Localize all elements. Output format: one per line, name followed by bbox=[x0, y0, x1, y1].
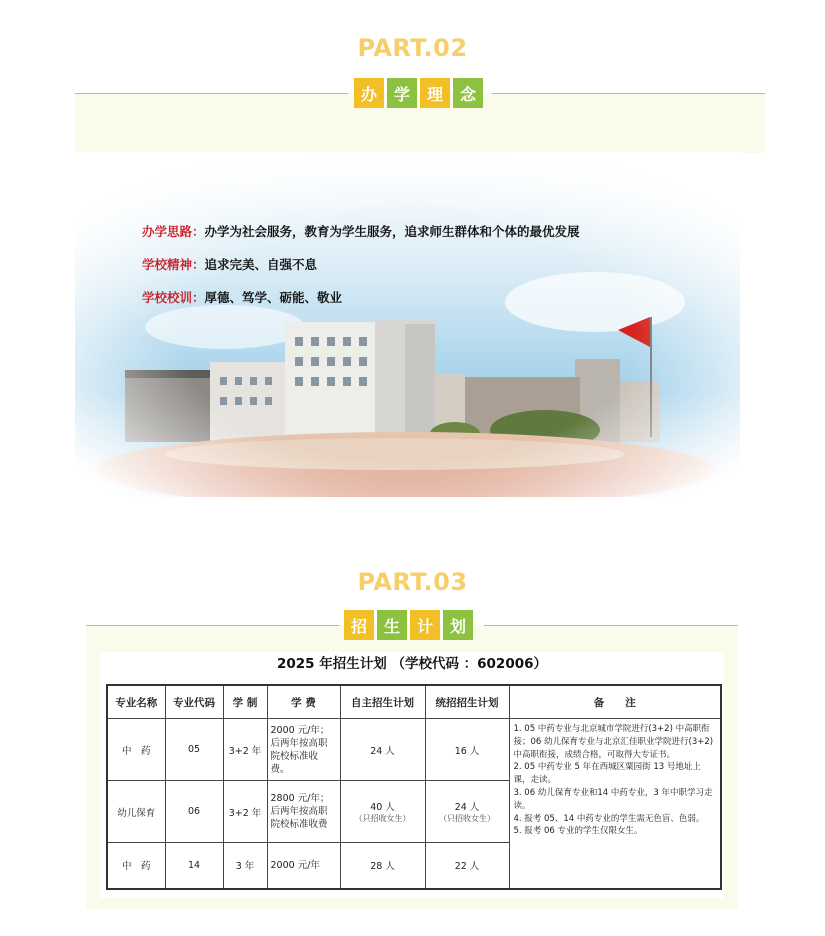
column-header: 专业名称 bbox=[107, 685, 165, 719]
note-item: 1. 05 中药专业与北京城市学院进行(3+2) 中高职衔接；06 幼儿保育专业与北京汇佳职业学院进行(3+2) 中高职衔接，成绩合格，可取得大专证书。 bbox=[513, 724, 714, 760]
plan-note: （只招收女生） bbox=[354, 814, 411, 823]
major-code: 14 bbox=[165, 843, 223, 889]
part2-rule-right bbox=[492, 93, 765, 94]
part2-title: PART.02 bbox=[357, 34, 468, 62]
part3-title: PART.03 bbox=[357, 568, 468, 596]
part2-rule-left bbox=[75, 93, 348, 94]
motto-school-motto bbox=[142, 288, 342, 306]
major-code: 05 bbox=[165, 719, 223, 781]
plan-count: 24 人 bbox=[454, 802, 480, 813]
plan-count: 40 人 bbox=[370, 802, 395, 813]
note-item: 3. 06 幼儿保育专业和14 中药专业，3 年中职学习走读。 bbox=[513, 787, 713, 811]
column-header: 专业代码 bbox=[165, 685, 223, 719]
major-name: 中 药 bbox=[107, 843, 165, 889]
enrollment-table bbox=[106, 684, 722, 890]
self-enrollment-plan: 28 人 bbox=[340, 843, 425, 889]
heading-tag: 念 bbox=[453, 78, 483, 108]
note-item: 4. 报考 05、14 中药专业的学生需无色盲、色弱。 bbox=[513, 813, 705, 824]
part3-rule-right bbox=[484, 625, 738, 626]
heading-tag: 学 bbox=[387, 78, 417, 108]
motto-text: 办学为社会服务，教育为学生服务，追求师生群体和个体的最优发展 bbox=[204, 224, 580, 239]
heading-tag: 划 bbox=[443, 610, 473, 640]
motto-label: 办学思路： bbox=[142, 224, 205, 239]
note-item: 2. 05 中药专业 5 年在西城区粟园街 13 号地址上课，走读。 bbox=[513, 762, 701, 786]
column-header: 学 制 bbox=[223, 685, 267, 719]
study-years: 3 年 bbox=[223, 843, 267, 889]
major-code: 06 bbox=[165, 781, 223, 843]
note-item: 5. 报考 06 专业的学生仅限女生。 bbox=[513, 826, 643, 837]
motto-spirit bbox=[142, 255, 317, 273]
motto-text: 追求完美、自强不息 bbox=[204, 257, 318, 272]
part3-heading-tags bbox=[344, 610, 473, 640]
tuition: 2800 元/年；后两年按高职院校标准收费 bbox=[267, 781, 340, 843]
column-header: 统招招生计划 bbox=[425, 685, 509, 719]
motto-idea bbox=[142, 222, 580, 240]
heading-tag: 生 bbox=[377, 610, 407, 640]
motto-text: 厚德、笃学、砺能、敬业 bbox=[204, 290, 343, 305]
study-years: 3+2 年 bbox=[223, 781, 267, 843]
part3-rule-left bbox=[86, 625, 339, 626]
tuition: 2000 元/年；后两年按高职院校标准收费。 bbox=[267, 719, 340, 781]
column-header: 备 注 bbox=[509, 685, 721, 719]
unified-enrollment-plan bbox=[425, 781, 509, 843]
study-years: 3+2 年 bbox=[223, 719, 267, 781]
enrollment-table-title: 2025 年招生计划 （学校代码 ：602006） bbox=[276, 656, 548, 672]
column-header: 学 费 bbox=[267, 685, 340, 719]
major-name: 中 药 bbox=[107, 719, 165, 781]
heading-tag: 计 bbox=[410, 610, 440, 640]
table-header-row bbox=[107, 685, 721, 719]
table-row bbox=[107, 719, 721, 781]
motto-label: 学校校训： bbox=[142, 290, 205, 305]
column-header: 自主招生计划 bbox=[340, 685, 425, 719]
heading-tag: 办 bbox=[354, 78, 384, 108]
heading-tag: 理 bbox=[420, 78, 450, 108]
unified-enrollment-plan: 22 人 bbox=[425, 843, 509, 889]
tuition: 2000 元/年 bbox=[267, 843, 340, 889]
major-name: 幼儿保育 bbox=[107, 781, 165, 843]
campus-photo bbox=[75, 152, 740, 497]
motto-label: 学校精神： bbox=[142, 257, 205, 272]
unified-enrollment-plan: 16 人 bbox=[425, 719, 509, 781]
self-enrollment-plan bbox=[340, 781, 425, 843]
enrollment-plan-card bbox=[100, 652, 724, 898]
notes-cell bbox=[509, 719, 721, 889]
part2-heading-tags bbox=[354, 78, 483, 108]
plan-note: （只招收女生） bbox=[439, 814, 495, 823]
self-enrollment-plan: 24 人 bbox=[340, 719, 425, 781]
heading-tag: 招 bbox=[344, 610, 374, 640]
